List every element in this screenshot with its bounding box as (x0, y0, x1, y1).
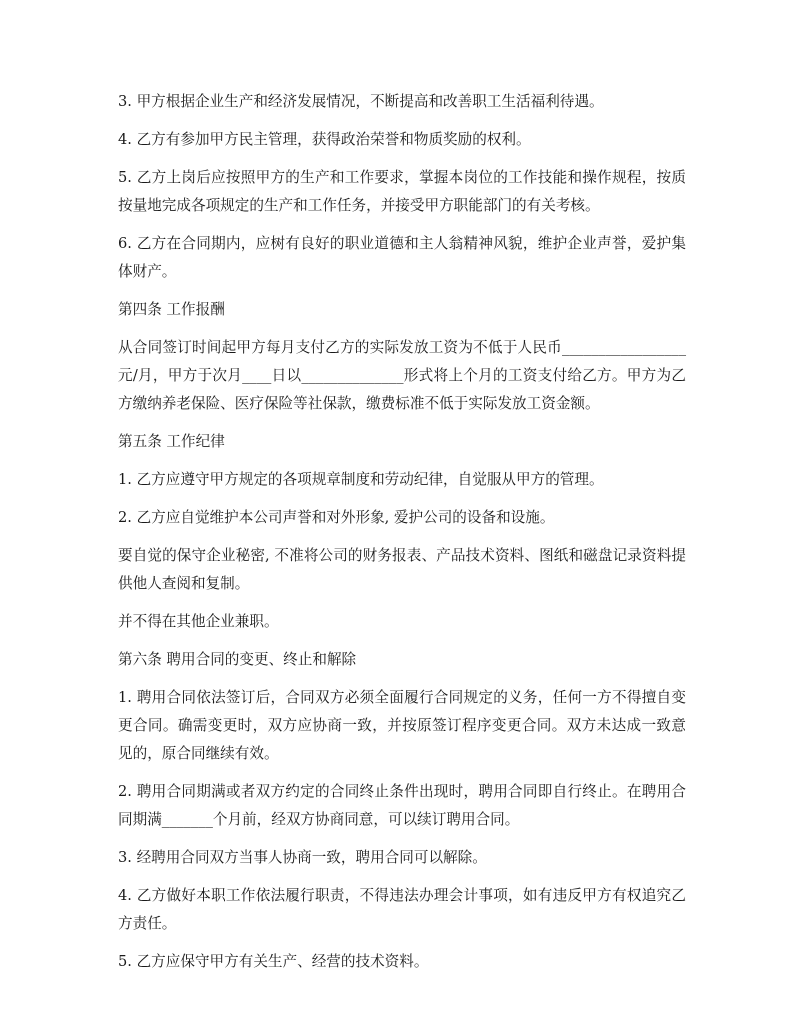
clause-3-welfare: 3. 甲方根据企业生产和经济发展情况，不断提高和改善职工生活福利待遇。 (118, 93, 604, 110)
clause-5-duties: 5. 乙方上岗后应按照甲方的生产和工作要求，掌握本岗位的工作技能和操作规程，按质按量地完成各项规定的生产和工作任务，并接受甲方职能部门的有关考核。 (118, 169, 686, 214)
clause-4-rights: 4. 乙方有参加甲方民主管理，获得政治荣誉和物质奖励的权利。 (118, 131, 531, 148)
article-5-secrets: 要自觉的保守企业秘密, 不准将公司的财务报表、产品技术资料、图纸和磁盘记录资料提供他人查阅和复制。 (118, 547, 686, 592)
article-5-clause-2: 2. 乙方应自觉维护本公司声誉和对外形象, 爱护公司的设备和设施。 (118, 509, 555, 526)
document-page (118, 88, 686, 986)
article-4-salary-text: 从合同签订时间起甲方每月支付乙方的实际发放工资为不低于人民币_________________元/月，甲方于次月____日以______________形式将上个月的工资支付给乙方。甲方为乙方缴纳养老保险、医疗保险等社保款，缴费标准不低于实际发放工资金额。 (118, 339, 686, 412)
article-6-clause-2: 2. 聘用合同期满或者双方约定的合同终止条件出现时，聘用合同即自行终止。在聘用合同期满_______个月前，经双方协商同意，可以续订聘用合同。 (118, 783, 686, 828)
article-6-clause-3: 3. 经聘用合同双方当事人协商一致，聘用合同可以解除。 (118, 849, 487, 866)
clause-6-ethics: 6. 乙方在合同期内，应树有良好的职业道德和主人翁精神风貌，维护企业声誉，爱护集体财产。 (118, 235, 686, 280)
article-5-clause-1: 1. 乙方应遵守甲方规定的各项规章制度和劳动纪律，自觉服从甲方的管理。 (118, 471, 604, 488)
article-6-clause-5: 5. 乙方应保守甲方有关生产、经营的技术资料。 (118, 953, 429, 970)
article-5-heading: 第五条 工作纪律 (118, 433, 225, 450)
article-6-clause-4: 4. 乙方做好本职工作依法履行职责，不得违法办理会计事项，如有违反甲方有权追究乙方责任。 (118, 887, 686, 932)
article-6-heading: 第六条 聘用合同的变更、终止和解除 (118, 651, 357, 668)
article-4-heading: 第四条 工作报酬 (118, 301, 225, 318)
article-6-clause-1: 1. 聘用合同依法签订后，合同双方必须全面履行合同规定的义务，任何一方不得擅自变更合同。确需变更时，双方应协商一致，并按原签订程序变更合同。双方未达成一致意见的，原合同继续有效。 (118, 689, 686, 762)
article-5-no-side-job: 并不得在其他企业兼职。 (118, 613, 279, 630)
